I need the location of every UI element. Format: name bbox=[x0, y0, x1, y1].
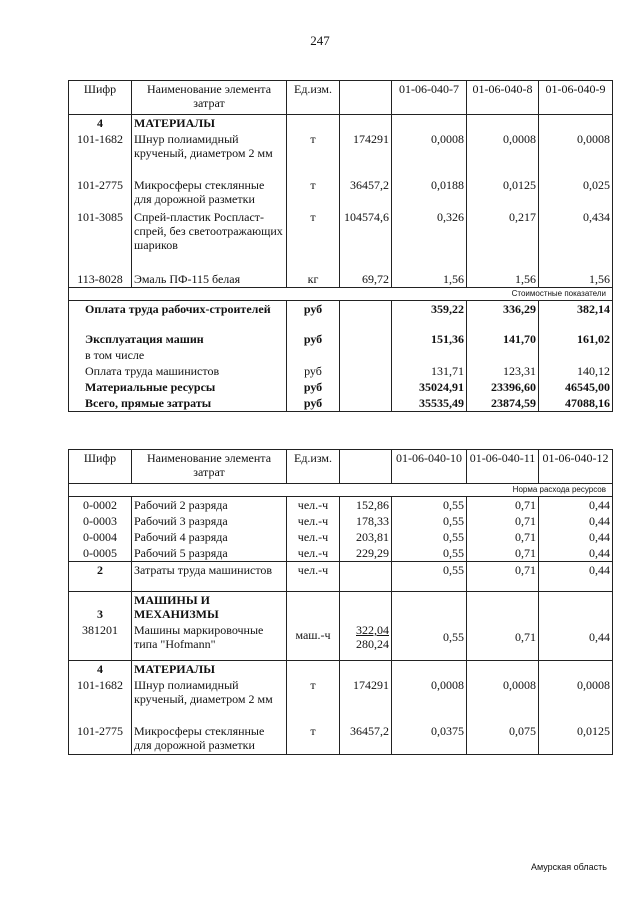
row-price: 203,81 bbox=[340, 529, 392, 545]
row-name: Затраты труда машинистов bbox=[132, 562, 287, 592]
band-label: Стоимостные показатели bbox=[69, 288, 613, 301]
row-value-1: 0,0008 bbox=[392, 677, 467, 723]
cost-unit: руб bbox=[287, 363, 340, 379]
section-row bbox=[69, 592, 613, 623]
cost-value-1 bbox=[392, 347, 467, 363]
header-price bbox=[340, 450, 392, 484]
row-value-2: 1,56 bbox=[467, 271, 539, 288]
cost-value-3: 382,14 bbox=[539, 301, 613, 331]
row-value-3: 0,025 bbox=[539, 177, 613, 209]
row-code: 113-8028 bbox=[69, 271, 132, 288]
table-row bbox=[69, 723, 613, 755]
cost-value-2: 141,70 bbox=[467, 331, 539, 347]
row-unit: т bbox=[287, 131, 340, 177]
row-value-2: 0,0008 bbox=[467, 677, 539, 723]
cost-name: Оплата труда машинистов bbox=[69, 363, 287, 379]
cost-row bbox=[69, 363, 613, 379]
row-price bbox=[340, 622, 392, 660]
row-code: 101-2775 bbox=[69, 723, 132, 755]
cost-name: Материальные ресурсы bbox=[69, 379, 287, 395]
header-name: Наименование элемента затрат bbox=[132, 450, 287, 484]
section-code: 4 bbox=[69, 660, 132, 677]
cost-unit: руб bbox=[287, 395, 340, 412]
resource-table-1 bbox=[68, 80, 613, 412]
header-row bbox=[69, 450, 613, 484]
header-price bbox=[340, 81, 392, 115]
header-col1: 01-06-040-10 bbox=[392, 450, 467, 484]
row-unit: т bbox=[287, 209, 340, 271]
row-value-1: 1,56 bbox=[392, 271, 467, 288]
table-row bbox=[69, 529, 613, 545]
cost-value-1: 35024,91 bbox=[392, 379, 467, 395]
page-number: 247 bbox=[310, 33, 330, 48]
row-value-3: 0,44 bbox=[539, 497, 613, 514]
row-unit: чел.-ч bbox=[287, 513, 340, 529]
row-unit: т bbox=[287, 177, 340, 209]
row-value-1: 0,0188 bbox=[392, 177, 467, 209]
row-unit: кг bbox=[287, 271, 340, 288]
cost-row bbox=[69, 379, 613, 395]
labor-row bbox=[69, 562, 613, 592]
cost-row bbox=[69, 347, 613, 363]
row-value-3: 0,44 bbox=[539, 562, 613, 592]
cost-value-3 bbox=[539, 347, 613, 363]
row-value-2: 0,71 bbox=[467, 529, 539, 545]
row-price: 178,33 bbox=[340, 513, 392, 529]
header-name: Наименование элемента затрат bbox=[132, 81, 287, 115]
price-secondary: 280,24 bbox=[356, 637, 389, 651]
row-value-1: 0,55 bbox=[392, 513, 467, 529]
row-name: Рабочий 4 разряда bbox=[132, 529, 287, 545]
row-value-2: 0,217 bbox=[467, 209, 539, 271]
row-value-1: 0,55 bbox=[392, 562, 467, 592]
table-row bbox=[69, 677, 613, 723]
row-value-3: 0,44 bbox=[539, 529, 613, 545]
row-code: 2 bbox=[69, 562, 132, 592]
row-value-1: 0,55 bbox=[392, 529, 467, 545]
row-code: 0-0005 bbox=[69, 545, 132, 562]
row-value-2: 0,075 bbox=[467, 723, 539, 755]
section-name: МАТЕРИАЛЫ bbox=[132, 115, 287, 132]
row-value-3: 0,0008 bbox=[539, 677, 613, 723]
table-row bbox=[69, 497, 613, 514]
cost-value-3: 46545,00 bbox=[539, 379, 613, 395]
header-unit: Ед.изм. bbox=[287, 81, 340, 115]
cost-value-1: 151,36 bbox=[392, 331, 467, 347]
row-name: Рабочий 5 разряда bbox=[132, 545, 287, 562]
header-col1: 01-06-040-7 bbox=[392, 81, 467, 115]
row-unit: т bbox=[287, 677, 340, 723]
cost-value-3: 140,12 bbox=[539, 363, 613, 379]
row-name: Шнур полиамидный крученый, диаметром 2 мм bbox=[132, 131, 287, 177]
row-price: 69,72 bbox=[340, 271, 392, 288]
band-row bbox=[69, 288, 613, 301]
row-unit: чел.-ч bbox=[287, 529, 340, 545]
table-row bbox=[69, 209, 613, 271]
section-row bbox=[69, 115, 613, 132]
section-row bbox=[69, 660, 613, 677]
cost-row bbox=[69, 395, 613, 412]
cost-value-3: 161,02 bbox=[539, 331, 613, 347]
row-code: 101-1682 bbox=[69, 131, 132, 177]
cost-value-2: 23874,59 bbox=[467, 395, 539, 412]
price-primary: 322,04 bbox=[356, 623, 389, 637]
row-value-1: 0,326 bbox=[392, 209, 467, 271]
row-name: Спрей-пластик Роспласт-спрей, без светоотражающих шариков bbox=[132, 209, 287, 271]
row-value-2: 0,0125 bbox=[467, 177, 539, 209]
row-name: Эмаль ПФ-115 белая bbox=[132, 271, 287, 288]
row-unit: маш.-ч bbox=[287, 622, 340, 660]
header-col3: 01-06-040-9 bbox=[539, 81, 613, 115]
cost-value-1: 359,22 bbox=[392, 301, 467, 331]
row-unit: чел.-ч bbox=[287, 562, 340, 592]
cost-value-3: 47088,16 bbox=[539, 395, 613, 412]
cost-unit: руб bbox=[287, 331, 340, 347]
row-unit: чел.-ч bbox=[287, 545, 340, 562]
row-name: Рабочий 3 разряда bbox=[132, 513, 287, 529]
header-col2: 01-06-040-8 bbox=[467, 81, 539, 115]
table-row bbox=[69, 131, 613, 177]
cost-unit bbox=[287, 347, 340, 363]
row-name: Шнур полиамидный крученый, диаметром 2 мм bbox=[132, 677, 287, 723]
row-name: Микросферы стеклянные для дорожной разметки bbox=[132, 723, 287, 755]
row-value-1: 0,0008 bbox=[392, 131, 467, 177]
row-price: 152,86 bbox=[340, 497, 392, 514]
cost-name: Эксплуатация машин bbox=[69, 331, 287, 347]
cost-value-1: 35535,49 bbox=[392, 395, 467, 412]
row-value-3: 0,44 bbox=[539, 622, 613, 660]
header-col3: 01-06-040-12 bbox=[539, 450, 613, 484]
header-unit: Ед.изм. bbox=[287, 450, 340, 484]
header-row bbox=[69, 81, 613, 115]
section-code: 3 bbox=[69, 592, 132, 623]
row-value-2: 0,0008 bbox=[467, 131, 539, 177]
row-price: 174291 bbox=[340, 677, 392, 723]
cost-name: в том числе bbox=[69, 347, 287, 363]
row-unit: чел.-ч bbox=[287, 497, 340, 514]
table-row bbox=[69, 177, 613, 209]
row-unit: т bbox=[287, 723, 340, 755]
header-code: Шифр bbox=[69, 450, 132, 484]
footer-region: Амурская область bbox=[530, 862, 607, 872]
row-value-2: 0,71 bbox=[467, 545, 539, 562]
band-row bbox=[69, 484, 613, 497]
cost-value-2 bbox=[467, 347, 539, 363]
cost-value-1: 131,71 bbox=[392, 363, 467, 379]
row-price: 174291 bbox=[340, 131, 392, 177]
header-code: Шифр bbox=[69, 81, 132, 115]
cost-row bbox=[69, 331, 613, 347]
table-row bbox=[69, 545, 613, 562]
row-price bbox=[340, 562, 392, 592]
row-code: 0-0003 bbox=[69, 513, 132, 529]
row-code: 101-1682 bbox=[69, 677, 132, 723]
row-code: 381201 bbox=[69, 622, 132, 660]
row-value-1: 0,55 bbox=[392, 622, 467, 660]
row-name: Машины маркировочные типа "Hofmann" bbox=[132, 622, 287, 660]
row-value-3: 0,0125 bbox=[539, 723, 613, 755]
cost-unit: руб bbox=[287, 379, 340, 395]
row-value-2: 0,71 bbox=[467, 497, 539, 514]
section-code: 4 bbox=[69, 115, 132, 132]
cost-value-2: 336,29 bbox=[467, 301, 539, 331]
row-value-3: 0,434 bbox=[539, 209, 613, 271]
cost-name: Всего, прямые затраты bbox=[69, 395, 287, 412]
row-value-3: 0,44 bbox=[539, 513, 613, 529]
section-name: МАШИНЫ И МЕХАНИЗМЫ bbox=[132, 592, 287, 623]
cost-name: Оплата труда рабочих-строителей bbox=[69, 301, 287, 331]
section-name: МАТЕРИАЛЫ bbox=[132, 660, 287, 677]
row-value-3: 0,44 bbox=[539, 545, 613, 562]
row-code: 101-3085 bbox=[69, 209, 132, 271]
cost-row bbox=[69, 301, 613, 331]
cost-value-2: 123,31 bbox=[467, 363, 539, 379]
row-value-2: 0,71 bbox=[467, 513, 539, 529]
table-row bbox=[69, 513, 613, 529]
row-value-3: 1,56 bbox=[539, 271, 613, 288]
header-col2: 01-06-040-11 bbox=[467, 450, 539, 484]
row-price: 104574,6 bbox=[340, 209, 392, 271]
row-name: Микросферы стеклянные для дорожной разметки bbox=[132, 177, 287, 209]
row-price: 229,29 bbox=[340, 545, 392, 562]
row-price: 36457,2 bbox=[340, 177, 392, 209]
band-label: Норма расхода ресурсов bbox=[69, 484, 613, 497]
row-value-1: 0,0375 bbox=[392, 723, 467, 755]
cost-unit: руб bbox=[287, 301, 340, 331]
row-value-1: 0,55 bbox=[392, 497, 467, 514]
row-code: 101-2775 bbox=[69, 177, 132, 209]
row-code: 0-0004 bbox=[69, 529, 132, 545]
row-value-2: 0,71 bbox=[467, 622, 539, 660]
row-value-1: 0,55 bbox=[392, 545, 467, 562]
row-value-2: 0,71 bbox=[467, 562, 539, 592]
row-price: 36457,2 bbox=[340, 723, 392, 755]
row-code: 0-0002 bbox=[69, 497, 132, 514]
cost-value-2: 23396,60 bbox=[467, 379, 539, 395]
row-value-3: 0,0008 bbox=[539, 131, 613, 177]
resource-table-2 bbox=[68, 449, 613, 755]
machine-row bbox=[69, 622, 613, 660]
row-name: Рабочий 2 разряда bbox=[132, 497, 287, 514]
table-row bbox=[69, 271, 613, 288]
